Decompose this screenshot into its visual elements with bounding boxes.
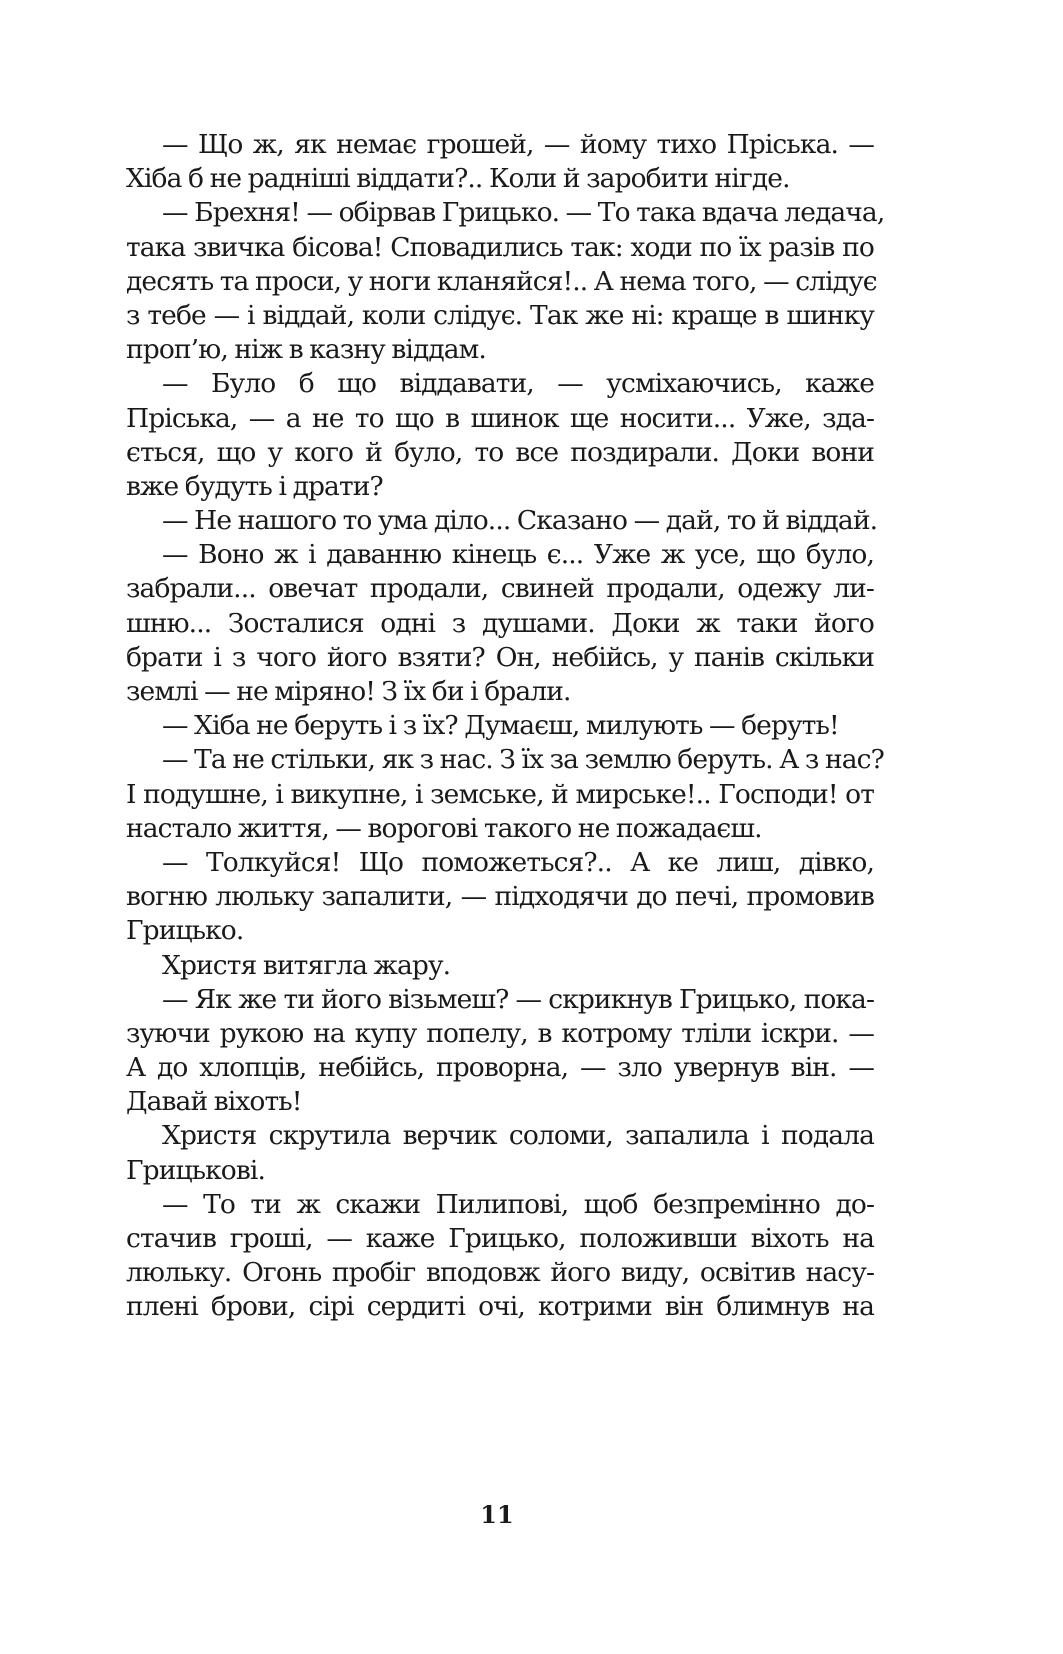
text-line: вогню люльку запалити, — підходячи до печі, промовив — [126, 881, 874, 913]
text-line: Грицько. — [126, 915, 244, 947]
text-line: Пріська, — а не то що в шинок ще носити... Уже, зда- — [126, 402, 874, 434]
text-line: шню... Зосталися одні з душами. Доки ж таки його — [126, 607, 874, 639]
text-line: — Брехня! — обірвав Грицько. — То така вдача ледача, — [162, 197, 885, 229]
page-number: 11 — [480, 1500, 514, 1529]
text-line: — Як же ти його візьмеш? — скрикнув Грицько, пока- — [162, 983, 874, 1015]
text-line: Христя витягла жару. — [162, 949, 451, 981]
text-line: І подушне, і викупне, і земське, й мирське!.. Господи! от — [126, 778, 874, 810]
text-line: проп’ю, ніж в казну віддам. — [126, 334, 486, 366]
text-line: — Хіба не беруть і з їх? Думаєш, милують — беруть! — [162, 710, 839, 742]
text-line: стачив гроші, — каже Грицько, положивши віхоть на — [126, 1223, 874, 1254]
text-line: Хіба б не радніші віддати?.. Коли й заробити нігде. — [126, 163, 790, 195]
text-line: — То ти ж скажи Пилипові, щоб безпремінно до- — [162, 1188, 874, 1220]
text-line: — Було б що віддавати, — усміхаючись, каже — [162, 368, 874, 400]
text-line: плені брови, сірі сердиті очі, котрими він блимнув на — [126, 1291, 874, 1323]
text-line: — Що ж, як немає грошей, — йому тихо Пріська. — — [162, 129, 874, 160]
text-line: — Та не стільки, як з нас. З їх за землю беруть. А з нас? — [162, 744, 884, 776]
text-line: А до хлопців, небійсь, проворна, — зло увернув він. — — [126, 1052, 874, 1084]
text-line: десять та проси, у ноги кланяйся!.. А нема того, — слідує — [126, 265, 877, 297]
text-line: брати і з чого його взяти? Он, небійсь, у панів скільки — [126, 641, 874, 673]
text-line: настало життя, — ворогові такого не пожадаєш. — [126, 812, 762, 844]
text-line: — Воно ж і даванню кінець є... Уже ж усе, що було, — [162, 539, 874, 571]
text-line: забрали... овечат продали, свиней продали, одежу ли- — [126, 573, 874, 605]
text-line: Давай віхоть! — [126, 1086, 302, 1118]
text-line: ється, що у кого й було, то все поздирали. Доки вони — [126, 436, 874, 468]
text-line: вже будуть і драти? — [126, 470, 383, 502]
text-line: люльку. Огонь пробіг вподовж його виду, освітив насу- — [126, 1257, 874, 1289]
text-line: така звичка бісова! Сповадились так: ходи по їх разів по — [126, 231, 874, 263]
text-line: Грицькові. — [126, 1154, 265, 1186]
text-line: Христя скрутила верчик соломи, запалила і подала — [162, 1120, 874, 1152]
page-body-text — [126, 128, 885, 1325]
text-line: зуючи рукою на купу попелу, в котрому тліли іскри. — — [126, 1017, 874, 1049]
text-line: — Толкуйся! Що поможеться?.. А ке лиш, дівко, — [162, 846, 874, 878]
text-line: з тебе — і віддай, коли слідує. Так же ні: краще в шинку — [126, 299, 874, 331]
text-line: — Не нашого то ума діло... Сказано — дай, то й віддай. — [162, 505, 878, 537]
text-line: землі — не міряно! З їх би і брали. — [126, 676, 571, 707]
